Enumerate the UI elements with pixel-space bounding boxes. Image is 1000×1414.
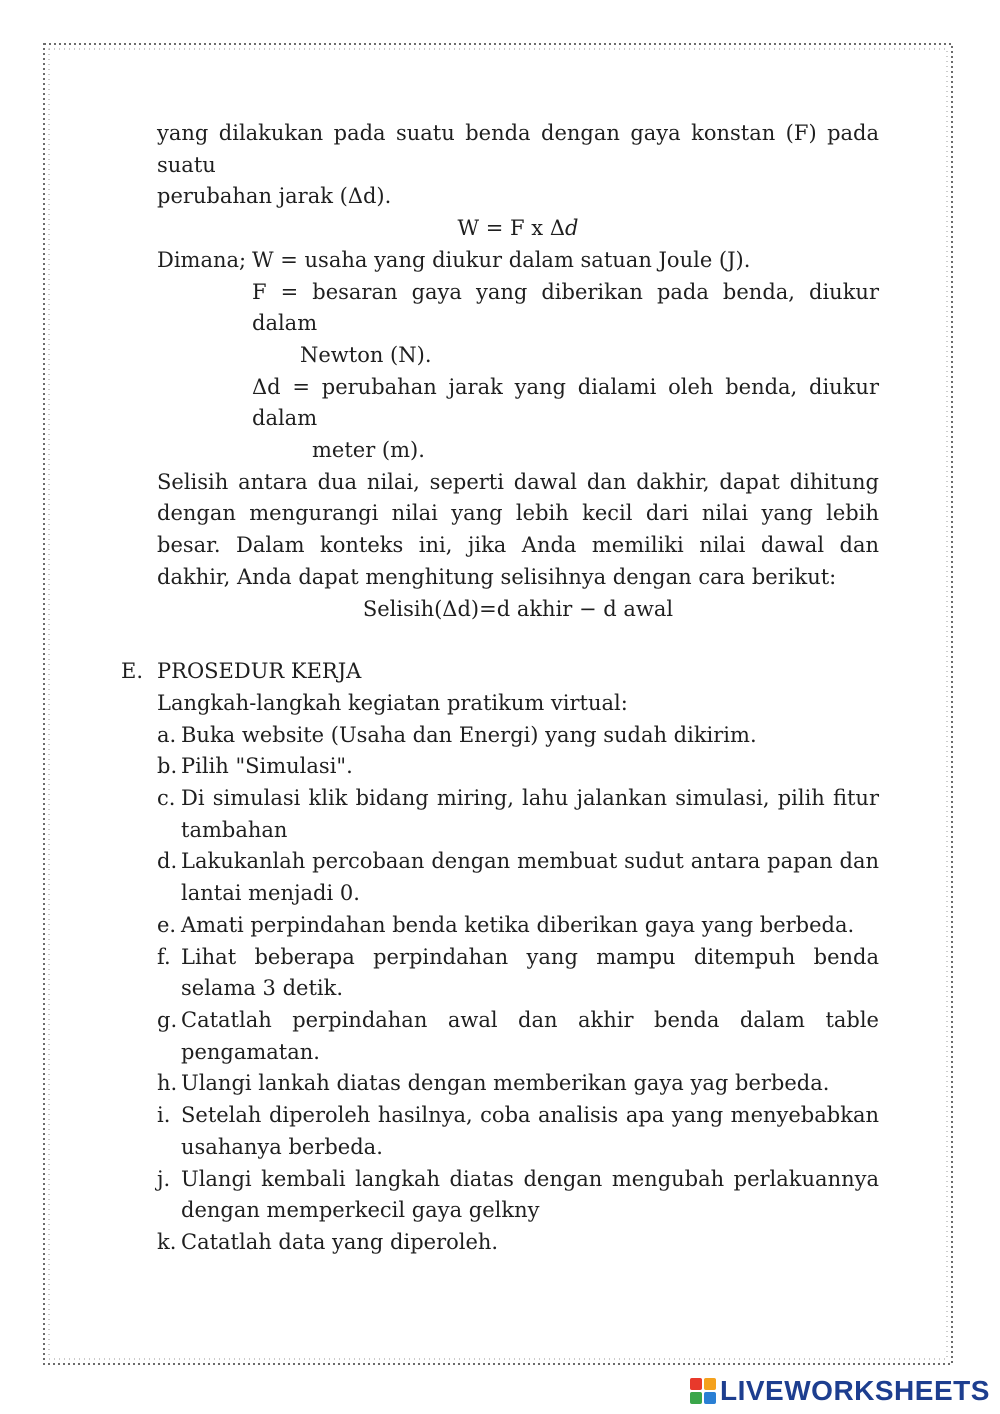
step-text: Lakukanlah percobaan dengan membuat sudut antara papan dan lantai menjadi 0. xyxy=(181,849,879,906)
procedure-steps xyxy=(157,720,879,1259)
step-text: Catatlah data yang diperoleh. xyxy=(181,1229,499,1254)
definition-w-row xyxy=(157,245,879,277)
step-text: Setelah diperoleh hasilnya, coba analisis apa yang menyebabkan usahanya berbeda. xyxy=(181,1103,879,1159)
list-item xyxy=(157,783,879,846)
step-text: Lihat beberapa perpindahan yang mampu ditempuh benda selama 3 detik. xyxy=(181,944,879,1001)
step-marker: d. xyxy=(157,849,178,874)
list-item xyxy=(157,846,879,909)
step-text: Amati perpindahan benda ketika diberikan gaya yang berbeda. xyxy=(181,912,855,937)
step-text: Ulangi lankah diatas dengan memberikan gaya yag berbeda. xyxy=(181,1071,830,1096)
step-text: Catatlah perpindahan awal dan akhir benda dalam table pengamatan. xyxy=(181,1007,879,1064)
step-text: Ulangi kembali langkah diatas dengan mengubah perlakuannya dengan memperkecil gaya gelkny xyxy=(181,1166,879,1223)
step-marker: f. xyxy=(157,944,171,969)
step-marker: j. xyxy=(157,1166,171,1191)
definition-d-line-2: meter (m). xyxy=(312,438,425,463)
section-title: PROSEDUR KERJA xyxy=(157,659,362,684)
step-marker: g. xyxy=(157,1007,178,1032)
definition-w: W = usaha yang diukur dalam satuan Joule (J). xyxy=(252,247,751,272)
dimana-label: Dimana; xyxy=(157,247,247,272)
section-intro: Langkah-langkah kegiatan pratikum virtual: xyxy=(157,690,628,715)
definition-f xyxy=(252,277,879,372)
work-formula xyxy=(157,213,879,245)
step-marker: c. xyxy=(157,786,176,811)
selisih-paragraph: Selisih antara dua nilai, seperti dawal dan dakhir, dapat dihitung dengan mengurangi nilai yang lebih kecil dari nilai yang lebih besar. Dalam konteks ini, jika Anda memiliki nilai dawal dan dakhir, Anda dapat menghitung selisihnya dengan cara berikut: xyxy=(157,469,879,589)
list-item xyxy=(157,1068,879,1100)
list-item xyxy=(157,1164,879,1227)
liveworksheets-wordmark: LIVEWORKSHEETS xyxy=(720,1375,990,1406)
selisih-formula: Selisih(Δd)=d akhir − d awal xyxy=(362,596,674,621)
intro-line-2: perubahan jarak (Δd). xyxy=(157,184,392,209)
step-marker: b. xyxy=(157,754,178,779)
step-marker: h. xyxy=(157,1071,178,1096)
step-marker: i. xyxy=(157,1103,171,1128)
list-item xyxy=(157,751,879,783)
list-item xyxy=(157,910,879,942)
work-formula-text: W = F x Δ xyxy=(457,216,565,241)
step-marker: a. xyxy=(157,722,177,747)
intro-line-1: yang dilakukan pada suatu benda dengan gaya konstan (F) pada suatu xyxy=(157,121,879,177)
intro-paragraph xyxy=(157,118,879,213)
list-item xyxy=(157,1100,879,1163)
step-text: Di simulasi klik bidang miring, lahu jalankan simulasi, pilih fitur tambahan xyxy=(181,786,879,842)
step-marker: e. xyxy=(157,912,177,937)
document-body xyxy=(121,118,879,1259)
list-item xyxy=(157,720,879,752)
liveworksheets-logo[interactable] xyxy=(690,1374,990,1408)
section-heading xyxy=(121,656,879,688)
definition-f-line-1: F = besaran gaya yang diberikan pada benda, diukur dalam xyxy=(252,279,879,336)
definition-d xyxy=(252,372,879,467)
definition-f-line-2: Newton (N). xyxy=(300,342,432,367)
definition-d-line-1: Δd = perubahan jarak yang dialami oleh benda, diukur dalam xyxy=(252,374,879,431)
step-marker: k. xyxy=(157,1229,177,1254)
liveworksheets-icon xyxy=(690,1378,716,1404)
list-item xyxy=(157,1005,879,1068)
work-formula-variable: d xyxy=(565,216,579,241)
section-letter: E. xyxy=(121,659,144,684)
list-item xyxy=(157,942,879,1005)
step-text: Buka website (Usaha dan Energi) yang sudah dikirim. xyxy=(181,722,757,747)
step-text: Pilih "Simulasi". xyxy=(181,754,353,779)
list-item xyxy=(157,1227,879,1259)
